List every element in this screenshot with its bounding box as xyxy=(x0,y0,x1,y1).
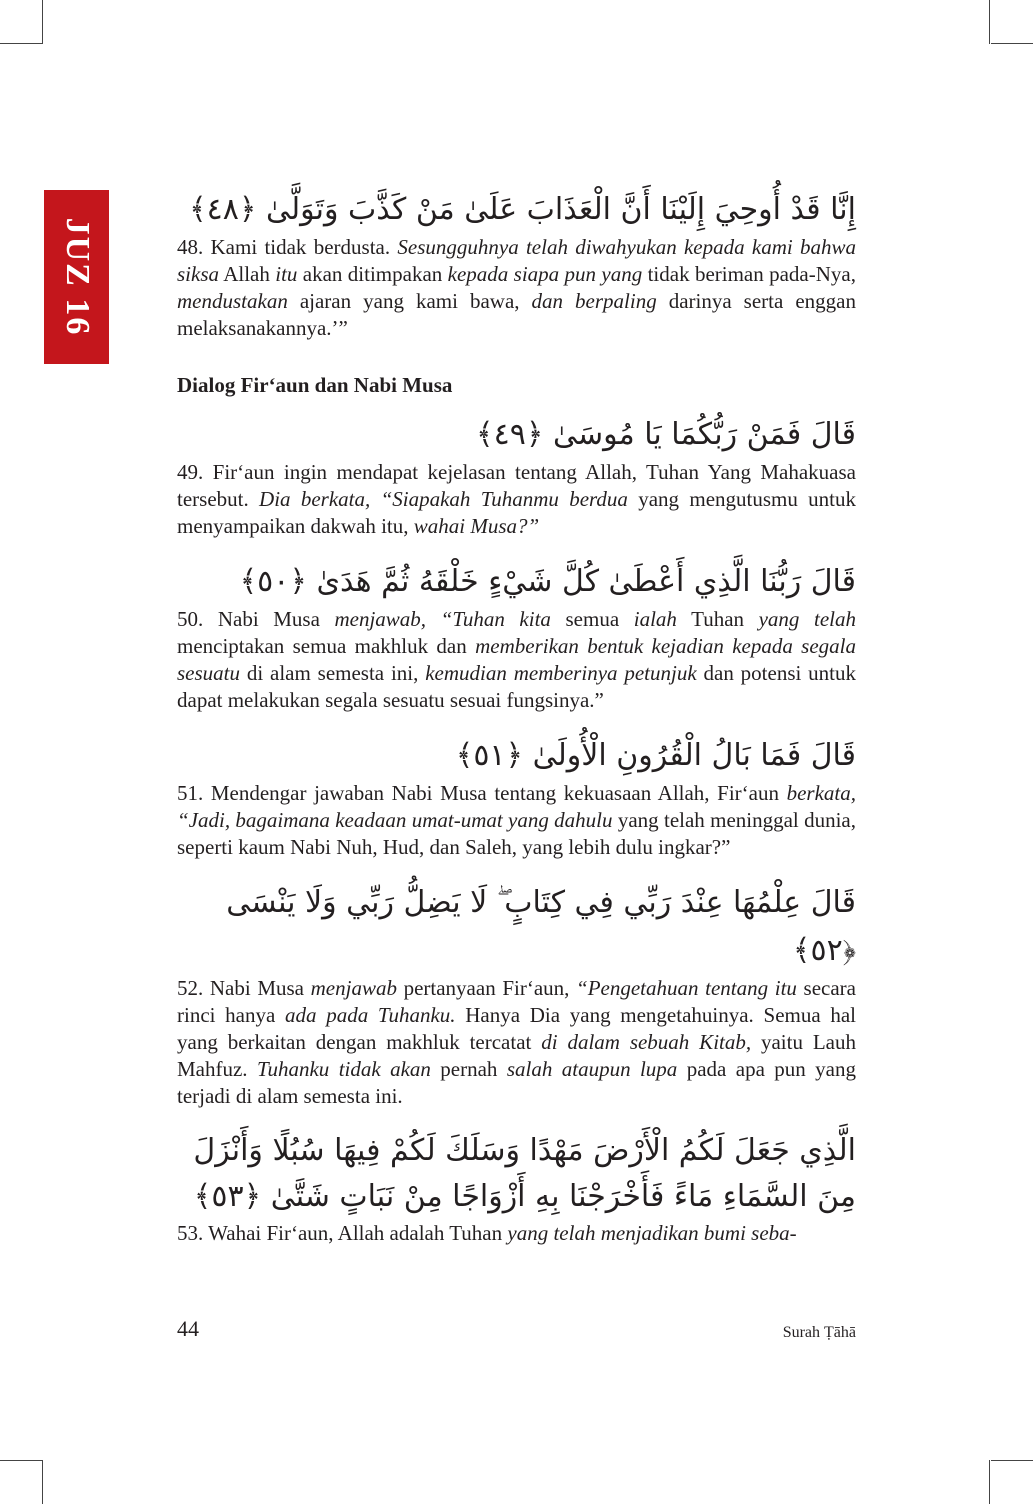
arabic-verse-49: قَالَ فَمَنْ رَبُّكُمَا يَا مُوسَىٰ ﴿٤٩﴾ xyxy=(476,417,856,452)
crop-mark xyxy=(0,43,42,44)
emphasis: menjawab, “Tuhan kita xyxy=(334,607,551,631)
emphasis: ialah xyxy=(633,607,677,631)
emphasis: menjawab xyxy=(310,976,397,1000)
text: yaitu Lauh Mahfuz. xyxy=(177,1030,856,1081)
emphasis: memberikan bentuk kejadian kepada segala sesuatu xyxy=(177,634,856,685)
text: pernah xyxy=(430,1057,507,1081)
text: Allah xyxy=(219,262,276,286)
page-number: 44 xyxy=(177,1316,199,1341)
text: semua xyxy=(550,607,634,631)
arabic-verse-50: قَالَ رَبُّنَا الَّذِي أَعْطَىٰ كُلَّ شَيْءٍ خَلْقَهُ ثُمَّ هَدَىٰ ﴿٥٠﴾ xyxy=(239,564,856,599)
text: Hanya Dia yang mengetahuinya. Semua hal yang berkaitan dengan makhluk tercatat xyxy=(177,1003,857,1054)
arabic-verse-52: قَالَ عِلْمُهَا عِنْدَ رَبِّي فِي كِتَابٍ ۖ لَا يَضِلُّ رَبِّي وَلَا يَنْسَى ﴿٥٢﴾ xyxy=(226,885,856,968)
emphasis: kemudian memberinya petunjuk xyxy=(425,661,697,685)
running-footer: Surah Ṭāhā xyxy=(782,1324,856,1341)
text: ajaran yang kami bawa, xyxy=(287,289,532,313)
emphasis: Sesungguhnya telah diwahyukan kepada kami bahwa siksa xyxy=(177,235,856,286)
juz-label: JUZ 16 xyxy=(58,217,96,337)
crop-mark xyxy=(991,1460,1033,1461)
emphasis: mendustakan xyxy=(177,289,288,313)
text: pertanyaan Fir‘aun, xyxy=(396,976,577,1000)
text: darinya serta enggan melaksanakannya.’” xyxy=(177,289,856,340)
emphasis: wahai Musa?” xyxy=(413,514,540,538)
text: secara rinci hanya xyxy=(177,976,856,1027)
text: menciptakan semua makhluk dan xyxy=(177,634,476,658)
emphasis: Tuhanku tidak akan xyxy=(256,1057,431,1081)
translation-53 xyxy=(177,1220,856,1247)
emphasis: yang telah menjadikan bumi seba- xyxy=(507,1221,797,1245)
translation-52 xyxy=(177,975,856,1110)
text: dan potensi untuk dapat melakukan segala sesuatu sesuai fungsinya.” xyxy=(177,661,856,712)
page-content xyxy=(177,186,856,1265)
text: 49. Fir‘aun ingin mendapat kejelasan tentang Allah, Tuhan Yang Mahakuasa tersebut. xyxy=(177,460,856,511)
emphasis: Dia berkata, “Siapakah Tuhanmu berdua xyxy=(259,487,628,511)
arabic-verse-48: إِنَّا قَدْ أُوحِيَ إِلَيْنَا أَنَّ الْعَذَابَ عَلَىٰ مَنْ كَذَّبَ وَتَوَلَّىٰ ﴿٤٨﴾ xyxy=(189,192,856,227)
text: Tuhan xyxy=(676,607,759,631)
emphasis: dan berpaling xyxy=(531,289,657,313)
emphasis: berkata, “Jadi, bagaimana keadaan umat-umat yang dahulu xyxy=(177,781,856,832)
juz-tab xyxy=(44,190,109,364)
crop-mark xyxy=(42,1460,43,1504)
text: pada apa pun yang terjadi di alam semesta ini. xyxy=(177,1057,856,1108)
text: tidak beriman pada-Nya, xyxy=(642,262,856,286)
emphasis: “Pengetahuan tentang itu xyxy=(576,976,797,1000)
text: 51. Mendengar jawaban Nabi Musa tentang kekuasaan Allah, Fir‘aun xyxy=(177,781,787,805)
emphasis: di dalam sebuah Kitab, xyxy=(541,1030,752,1054)
crop-mark xyxy=(42,0,43,44)
crop-mark xyxy=(0,1460,42,1461)
text: di alam semesta ini, xyxy=(240,661,426,685)
crop-mark xyxy=(989,0,990,44)
text: akan ditimpakan xyxy=(297,262,448,286)
crop-mark xyxy=(989,1460,990,1504)
translation-51 xyxy=(177,780,856,861)
text: yang mengutusmu untuk menyampaikan dakwah itu, xyxy=(177,487,856,538)
crop-mark xyxy=(991,43,1033,44)
arabic-verse-53: الَّذِي جَعَلَ لَكُمُ الْأَرْضَ مَهْدًا وَسَلَكَ لَكُمْ فِيهَا سُبُلًا وَأَنْزَلَ مِنَ السَّمَاءِ مَاءً فَأَخْرَجْنَا بِهِ أَزْوَاجًا مِنْ نَبَاتٍ شَتَّىٰ ﴿٥٣﴾ xyxy=(193,1133,856,1214)
text: 50. Nabi Musa xyxy=(177,607,335,631)
section-heading: Dialog Fir‘aun dan Nabi Musa xyxy=(177,373,453,397)
emphasis: itu xyxy=(275,262,298,286)
text: 48. Kami tidak berdusta. xyxy=(177,235,398,259)
arabic-verse-51: قَالَ فَمَا بَالُ الْقُرُونِ الْأُولَىٰ ﴿٥١﴾ xyxy=(455,738,856,773)
text: yang telah meninggal dunia, seperti kaum Nabi Nuh, Hud, dan Saleh, yang lebih dulu ingkar?” xyxy=(177,808,857,859)
translation-48 xyxy=(177,234,856,342)
emphasis: kepada siapa pun yang xyxy=(447,262,643,286)
translation-50 xyxy=(177,606,856,714)
emphasis: ada pada Tuhanku. xyxy=(285,1003,456,1027)
text: 53. Wahai Fir‘aun, Allah adalah Tuhan xyxy=(177,1221,508,1245)
translation-49 xyxy=(177,459,856,540)
emphasis: yang telah xyxy=(758,607,856,631)
emphasis: salah ataupun lupa xyxy=(506,1057,678,1081)
text: 52. Nabi Musa xyxy=(177,976,311,1000)
